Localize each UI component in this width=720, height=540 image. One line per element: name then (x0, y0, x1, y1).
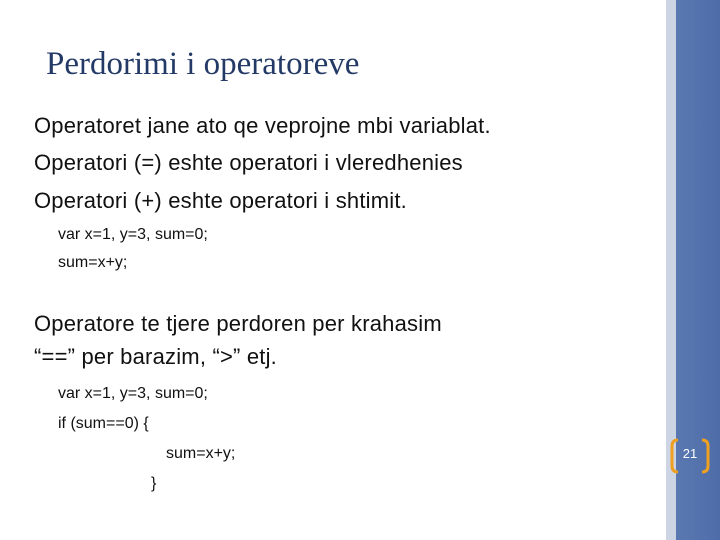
body-text-line: Operatoret jane ato qe veprojne mbi variablat. (34, 113, 491, 138)
code-line: sum=x+y; (166, 445, 236, 462)
page-number-badge (668, 436, 712, 476)
slide-title: Perdorimi i operatoreve (46, 46, 360, 82)
code-line: var x=1, y=3, sum=0; (58, 385, 208, 402)
page-number: 21 (682, 446, 698, 461)
body-text-line: Operatori (=) eshte operatori i vleredhenies (34, 150, 463, 175)
body-text-line: Operatori (+) eshte operatori i shtimit. (34, 188, 407, 213)
code-line: if (sum==0) { (58, 415, 149, 432)
body-text-line: Operatore te tjere perdoren per krahasim (34, 311, 442, 336)
code-line: } (151, 475, 157, 492)
body-text-line: “==” per barazim, “>” etj. (34, 344, 277, 369)
code-line: var x=1, y=3, sum=0; (58, 226, 208, 243)
code-line: sum=x+y; (58, 254, 128, 271)
